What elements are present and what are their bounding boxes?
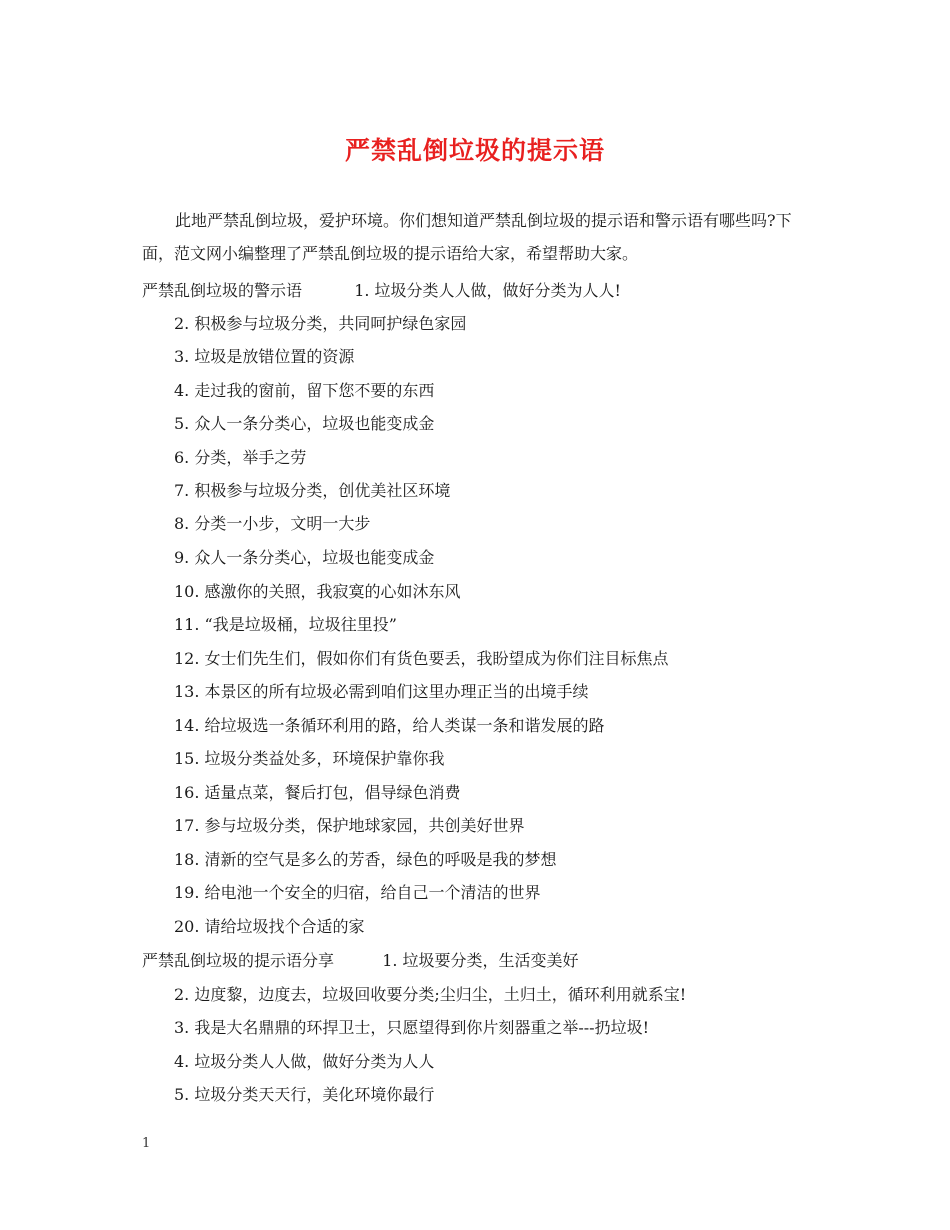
- list-item: 4. 走过我的窗前，留下您不要的东西: [174, 381, 435, 400]
- list-item: 14. 给垃圾选一条循环利用的路，给人类谋一条和谐发展的路: [174, 716, 605, 735]
- list-item: 2. 积极参与垃圾分类，共同呵护绿色家园: [174, 314, 467, 333]
- list-item: 18. 清新的空气是多么的芳香，绿色的呼吸是我的梦想: [174, 850, 557, 869]
- list-item: 17. 参与垃圾分类，保护地球家园，共创美好世界: [174, 816, 525, 835]
- section1-first-line: [142, 281, 621, 301]
- list-item: 1. 垃圾分类人人做，做好分类为人人!: [354, 281, 621, 300]
- list-item: 15. 垃圾分类益处多，环境保护靠你我: [174, 749, 445, 768]
- list-item: 5. 众人一条分类心，垃圾也能变成金: [174, 414, 435, 433]
- list-item: 9. 众人一条分类心，垃圾也能变成金: [174, 548, 435, 567]
- section2-heading: 严禁乱倒垃圾的提示语分享: [142, 951, 335, 970]
- list-item: 1. 垃圾要分类，生活变美好: [382, 951, 579, 970]
- list-item: 6. 分类，举手之劳: [174, 448, 307, 467]
- list-item: 3. 我是大名鼎鼎的环捍卫士，只愿望得到你片刻器重之举---扔垃圾!: [174, 1018, 650, 1037]
- list-item: 7. 积极参与垃圾分类，创优美社区环境: [174, 481, 451, 500]
- list-item: 19. 给电池一个安全的归宿，给自己一个清洁的世界: [174, 883, 541, 902]
- list-item: 13. 本景区的所有垃圾必需到咱们这里办理正当的出境手续: [174, 682, 589, 701]
- list-item: 3. 垃圾是放错位置的资源: [174, 347, 355, 366]
- document-title: 严禁乱倒垃圾的提示语: [344, 136, 605, 165]
- list-item: 16. 适量点菜，餐后打包，倡导绿色消费: [174, 783, 461, 802]
- list-item: 11. “我是垃圾桶，垃圾往里投”: [174, 615, 397, 634]
- list-item: 12. 女士们先生们，假如你们有货色要丢，我盼望成为你们注目标焦点: [174, 649, 669, 668]
- list-item: 8. 分类一小步，文明一大步: [174, 514, 371, 533]
- intro-paragraph: 此地严禁乱倒垃圾，爱护环境。你们想知道严禁乱倒垃圾的提示语和警示语有哪些吗?下面，范文网小编整理了严禁乱倒垃圾的提示语给大家，希望帮助大家。: [142, 211, 792, 263]
- list-item: 20. 请给垃圾找个合适的家: [174, 917, 365, 936]
- list-item: 5. 垃圾分类天天行，美化环境你最行: [174, 1085, 435, 1104]
- page-number: 1: [142, 1136, 151, 1151]
- list-item: 2. 边度黎，边度去，垃圾回收要分类;尘归尘，土归土，循环利用就系宝!: [174, 985, 687, 1004]
- section1-heading: 严禁乱倒垃圾的警示语: [142, 281, 303, 300]
- list-item: 4. 垃圾分类人人做，做好分类为人人: [174, 1052, 435, 1071]
- section2-first-line: [142, 951, 579, 971]
- list-item: 10. 感激你的关照，我寂寞的心如沐东风: [174, 582, 461, 601]
